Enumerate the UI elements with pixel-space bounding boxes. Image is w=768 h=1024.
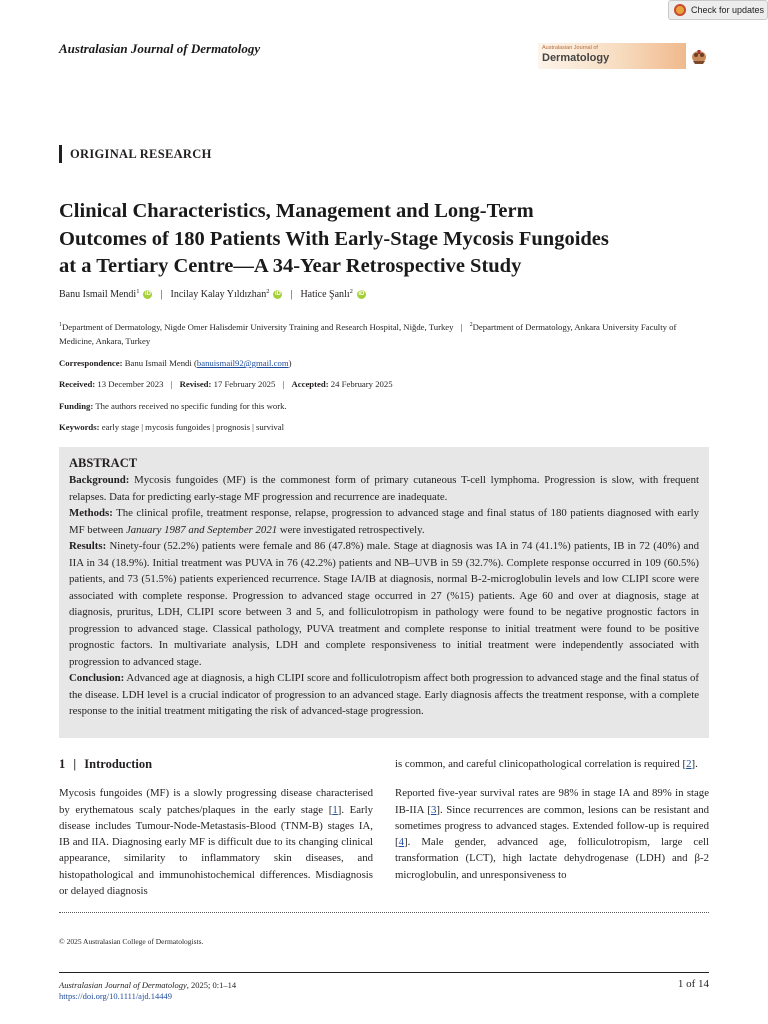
author-separator: | [290,289,293,300]
received-label: Received: [59,379,96,389]
abstract-title: ABSTRACT [69,456,138,470]
intro-text: is common, and careful clinicopathological correlation is required [ [395,758,687,770]
orcid-icon[interactable]: iD [274,291,281,297]
footer-divider [59,972,709,973]
author-affil-sup: 2 [266,288,270,295]
logo-small-text: Australasian Journal of [542,45,598,51]
title-line-1: Clinical Characteristics, Management and Long-Term [59,200,534,222]
check-updates-icon [674,4,686,16]
conclusion-text: Advanced age at diagnosis, a high CLIPI score and folliculotropism affect both progression to advanced stage and the final status of the disease. LDH level is a crucial indicator of progression to an advanced stage. Early diagnosis affects the treatment response, with a complete response to the initial treatment mitigating the risk of advanced-stage progression. [69,672,699,717]
article-type-bar [59,145,62,163]
author-affil-sup: 2 [349,288,353,295]
date-separator: | [170,379,173,389]
correspondence-name: Banu Ismail Mendi ( [124,358,197,368]
methods-label: Methods: [69,507,113,519]
college-crest-icon [690,47,708,65]
results-text: Ninety-four (52.2%) patients were female and 86 (47.8%) male. Stage at diagnosis was IA in 74 (41.1%) patients, IB in 72 (40%) and IIA in 34 (18.9%). Initial treatment was PUVA in 76 (42.2%) patients and NB–UVB in 59 (32.7%). Complete response occurred in 109 (60.5%) patients, and 73 (51.5%) patients experienced recurrence. Stage IA/IB at diagnosis, normal B-2-microglobulin levels and low CLIPI score were associated with complete response. Progression to advanced stage occurred in 27 (%15) patients. Age 60 and over at diagnosis, stage at diagnosis, pruritus, LDH, CLIPI score between 3 and 5, and folliculotropism in pathology were found to be negative prognostic factors in progression to advanced stage. Classical pathology, PUVA treatment and complete response to initial treatment were found to be positive prognostic factors. In multivariate analysis, LDH and complete responsiveness to initial treatment were independently associated with progression to advanced stage. [69,540,700,668]
funding-text: The authors received no specific funding for this work. [95,401,287,411]
affil-separator: | [460,321,463,332]
revised-label: Revised: [179,379,212,389]
methods-text-end: were investigated retrospectively. [279,523,425,536]
heading-number: 1 [59,757,66,771]
keywords [59,422,284,432]
keywords-text: early stage | mycosis fungoides | prognosis | survival [101,422,285,432]
article-type-label [59,145,212,163]
reference-link-1[interactable]: 1 [332,803,338,816]
results-label: Results: [69,540,107,552]
intro-text: ]. Early disease includes Tumour-Node-Metastasis-Blood (TNM-B) stages IA, IB and IIA. Diagnosing early MF is difficult due to its changing clinical appearance, similarity to inflammatory skin diseases, and histopathological and immunohistochemical differences. Misdiagnosis or delayed diagnosis [59,803,374,898]
footer-doi-link[interactable]: https://doi.org/10.1111/ajd.14449 [59,991,172,1001]
correspondence-close: ) [288,358,292,368]
received-date: 13 December 2023 [97,379,164,389]
check-updates-label: Check for updates [691,5,765,15]
author-list [59,289,366,300]
background-text: Mycosis fungoides (MF) is the commonest form of primary cutaneous T-cell lymphoma. Progression is slow, with frequent relapses. Data for predicting early-stage MF progression and recurrence are inadequate. [69,474,700,503]
article-dates [59,379,393,389]
abstract-conclusion [69,670,699,720]
intro-paragraph-2 [395,785,709,883]
article-type-text: ORIGINAL RESEARCH [70,146,212,161]
reference-link-2[interactable]: 2 [686,758,692,770]
footer-journal-name: Australasian Journal of Dermatology [59,980,187,990]
footer-citation [59,980,236,990]
reference-link-3[interactable]: 3 [430,803,437,816]
correspondence [59,358,292,368]
intro-paragraph-1 [59,785,373,899]
footer-volume: , 2025; 0:1–14 [186,980,237,990]
funding-label: Funding: [59,401,94,411]
journal-name: Australasian Journal of Dermatology [59,41,261,56]
correspondence-email-link[interactable]: banuismail92@gmail.com [196,358,289,368]
author-3[interactable] [300,289,365,300]
intro-text: Reported five-year survival rates are 98% in stage IA and 89% in stage IB-IIA [ [395,787,709,816]
heading-text: Introduction [84,757,153,771]
affil-sup-1: 1 [59,322,62,328]
accepted-date: 24 February 2025 [330,379,393,389]
abstract-background [69,472,699,505]
copyright-notice: © 2025 Australasian College of Dermatologists. [59,937,204,946]
affil-sup-2: 2 [469,322,473,328]
article-title [59,198,719,281]
revised-date: 17 February 2025 [213,379,276,389]
intro-text: ]. Male gender, advanced age, folliculotropism, large cell transformation (LCT), high lactate dehydrogenase (LDH) and β-2 microglobulin, and unresponsiveness to [395,836,709,881]
keywords-label: Keywords: [59,422,100,432]
date-separator: | [282,379,285,389]
intro-paragraph-continued [395,756,709,772]
abstract-methods [69,505,699,538]
reference-link-4[interactable]: 4 [398,836,405,849]
body-left-column [59,756,373,912]
abstract-results [69,538,699,670]
affil-text-1: Department of Dermatology, Nigde Omer Halisdemir University Training and Research Hospital, Niğde, Turkey [62,321,454,332]
title-line-2: Outcomes of 180 Patients With Early-Stage Mycosis Fungoides [59,227,609,250]
correspondence-label: Correspondence: [59,358,123,368]
intro-text: ]. [691,758,698,770]
intro-text: Mycosis fungoides (MF) is a slowly progressing disease characterised by erythematous scaly patches/plaques in the early stage [ [59,787,373,816]
affiliations [59,318,709,348]
background-label: Background: [69,474,130,486]
funding [59,401,287,411]
introduction-heading [59,756,373,772]
author-2[interactable] [170,289,282,300]
body-right-column [395,756,709,896]
page-number: 1 of 14 [677,978,709,990]
author-separator: | [160,289,163,300]
logo-big-text: Dermatology [542,52,610,64]
orcid-icon[interactable]: iD [358,291,365,297]
footnote-divider [59,912,709,913]
check-for-updates-button[interactable] [668,0,768,20]
author-name: Incilay Kalay Yıldızhan [170,289,267,300]
author-affil-sup: 1 [136,288,140,295]
methods-text: The clinical profile, treatment response, relapse, progression to advanced stage and final status of 180 patients diagnosed with early MF between [69,507,699,536]
abstract-box [59,447,709,738]
author-name: Hatice Şanlı [300,289,350,300]
journal-logo [538,43,686,69]
methods-dates: January 1987 and September 2021 [125,523,278,536]
author-name: Banu Ismail Mendi [59,289,137,300]
conclusion-label: Conclusion: [69,672,125,684]
title-line-3: at a Tertiary Centre—A 34-Year Retrospective Study [59,255,522,277]
accepted-label: Accepted: [291,379,329,389]
heading-separator: | [73,757,77,771]
intro-text: ]. Since recurrences are common, lesions can be resistant and sometimes progress to advanced stages. Extended follow-up is required [ [395,803,709,849]
author-1[interactable] [59,289,152,300]
affil-text-2: Department of Dermatology, Ankara University Faculty of Medicine, Ankara, Turkey [59,321,677,346]
orcid-icon[interactable]: iD [144,291,151,297]
